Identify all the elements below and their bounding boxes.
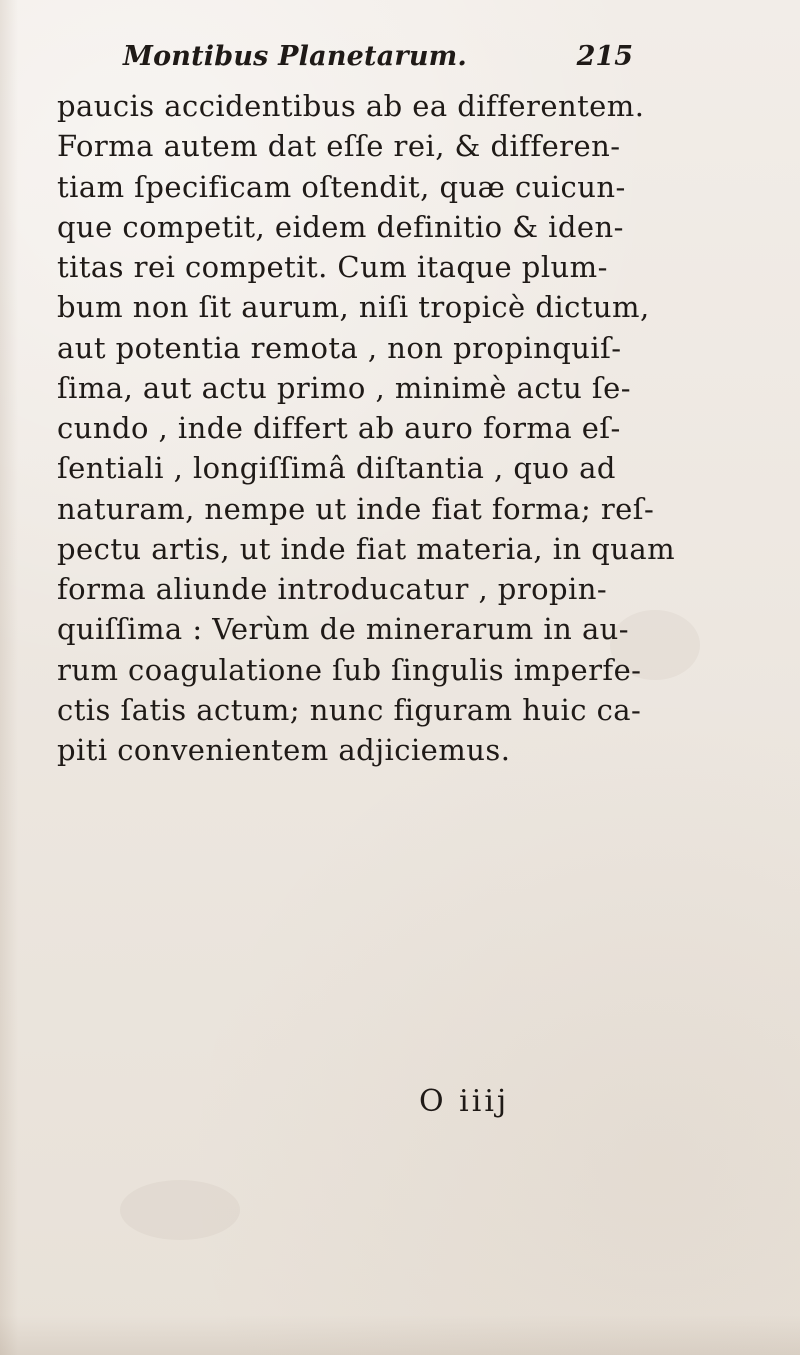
- text-line: titas rei competit. Cum itaque plum-: [57, 250, 608, 284]
- page-number: 215: [576, 41, 633, 72]
- text-line: cundo , inde differt ab auro forma eſ-: [57, 411, 621, 445]
- text-line: paucis accidentibus ab ea differentem.: [57, 89, 645, 123]
- text-line: ſentiali , longiſſimâ diſtantia , quo ad: [57, 451, 616, 486]
- signature-mark: O iiij: [419, 1084, 510, 1119]
- text-line: Forma autem dat eſſe rei, & differen-: [57, 129, 621, 164]
- running-title: Montibus Planetarum.: [123, 41, 468, 72]
- text-line: bum non ſit aurum, niſi tropicè dictum,: [57, 290, 650, 325]
- running-head: [123, 41, 633, 79]
- text-line: forma aliunde introducatur , propin-: [57, 572, 608, 606]
- page-edge-shadow-left: [0, 0, 18, 1355]
- body-text: [57, 86, 676, 770]
- page-edge-shadow-bottom: [0, 1315, 800, 1355]
- text-line: ctis ſatis actum; nunc figuram huic ca-: [57, 692, 642, 727]
- text-line: ſima, aut actu primo , minimè actu ſe-: [57, 370, 631, 405]
- text-line: aut potentia remota , non propinquiſ-: [57, 330, 622, 365]
- text-line: piti convenientem adjiciemus.: [57, 733, 511, 767]
- paper-stain: [120, 1180, 240, 1240]
- text-line: naturam, nempe ut inde fiat forma; reſ-: [57, 491, 655, 526]
- text-line: rum coagulatione ſub ſingulis imperfe-: [57, 652, 642, 687]
- text-line: que competit, eidem definitio & iden-: [57, 209, 624, 244]
- text-line: pectu artis, ut inde fiat materia, in quam: [57, 531, 676, 566]
- text-line: tiam ſpecificam oſtendit, quæ cuicun-: [57, 169, 626, 204]
- text-line: quiſſima : Verùm de minerarum in au-: [57, 612, 630, 647]
